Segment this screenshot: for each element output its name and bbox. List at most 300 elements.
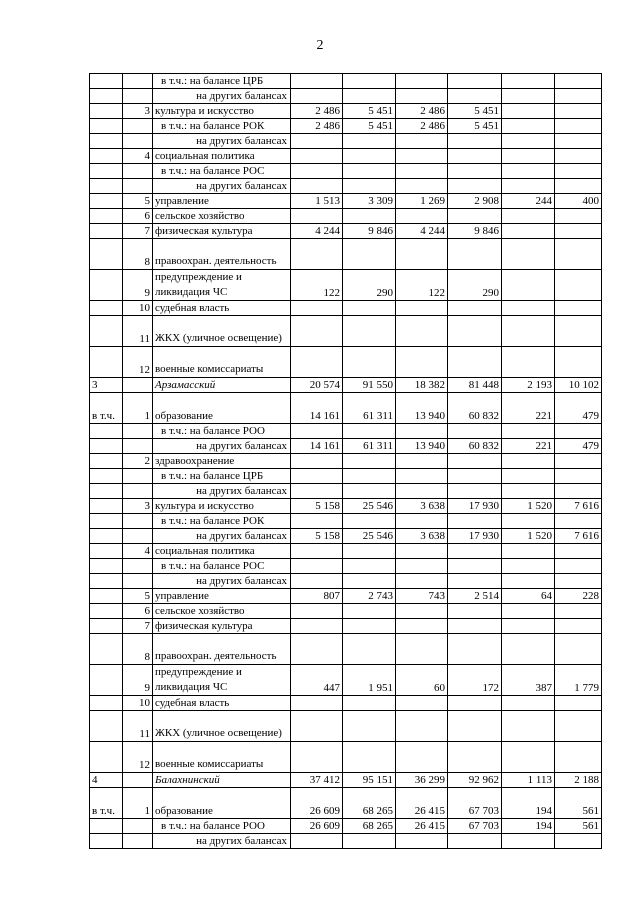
- table-row: [90, 164, 602, 179]
- value-cell: [343, 149, 396, 164]
- item-number-cell: [123, 164, 153, 179]
- value-cell: 10 102: [555, 378, 602, 393]
- region-number-cell: [90, 834, 123, 849]
- value-cell: [396, 89, 448, 104]
- value-cell: 92 962: [448, 773, 502, 788]
- item-number-cell: 8: [123, 634, 153, 665]
- table-row: [90, 270, 602, 301]
- value-cell: 17 930: [448, 499, 502, 514]
- value-cell: [396, 574, 448, 589]
- value-cell: [396, 604, 448, 619]
- value-cell: [396, 742, 448, 773]
- table-row: [90, 773, 602, 788]
- value-cell: [448, 484, 502, 499]
- value-cell: 95 151: [343, 773, 396, 788]
- table-row: [90, 589, 602, 604]
- item-number-cell: 10: [123, 301, 153, 316]
- value-cell: 743: [396, 589, 448, 604]
- region-number-cell: [90, 634, 123, 665]
- region-number-cell: [90, 164, 123, 179]
- value-cell: [555, 224, 602, 239]
- value-cell: 9 846: [343, 224, 396, 239]
- value-cell: [291, 544, 343, 559]
- item-number-cell: [123, 773, 153, 788]
- region-number-cell: [90, 301, 123, 316]
- value-cell: [502, 424, 555, 439]
- value-cell: [502, 742, 555, 773]
- value-cell: [396, 696, 448, 711]
- region-number-cell: [90, 424, 123, 439]
- value-cell: 18 382: [396, 378, 448, 393]
- value-cell: [343, 347, 396, 378]
- value-cell: [291, 454, 343, 469]
- value-cell: [555, 239, 602, 270]
- value-cell: [396, 347, 448, 378]
- region-number-cell: [90, 454, 123, 469]
- item-name-cell: образование: [153, 393, 291, 424]
- table-row: [90, 711, 602, 742]
- value-cell: [343, 134, 396, 149]
- value-cell: [291, 742, 343, 773]
- value-cell: 122: [396, 270, 448, 301]
- region-number-cell: [90, 696, 123, 711]
- value-cell: [555, 316, 602, 347]
- item-name-cell: в т.ч.: на балансе РОС: [153, 559, 291, 574]
- item-name-cell: на других балансах: [153, 529, 291, 544]
- value-cell: [502, 484, 555, 499]
- table-row: [90, 544, 602, 559]
- value-cell: [502, 544, 555, 559]
- table-row: [90, 469, 602, 484]
- item-number-cell: 1: [123, 788, 153, 819]
- value-cell: 479: [555, 439, 602, 454]
- value-cell: 7 616: [555, 529, 602, 544]
- value-cell: 5 451: [448, 119, 502, 134]
- item-name-cell: культура и искусство: [153, 499, 291, 514]
- region-number-cell: [90, 619, 123, 634]
- value-cell: [343, 301, 396, 316]
- value-cell: [396, 239, 448, 270]
- item-name-cell: предупреждение и ликвидация ЧС: [153, 665, 291, 696]
- value-cell: 14 161: [291, 393, 343, 424]
- value-cell: [502, 89, 555, 104]
- item-number-cell: 4: [123, 149, 153, 164]
- value-cell: [396, 424, 448, 439]
- value-cell: [448, 454, 502, 469]
- value-cell: 2 188: [555, 773, 602, 788]
- value-cell: [343, 209, 396, 224]
- value-cell: [502, 104, 555, 119]
- value-cell: [555, 604, 602, 619]
- table-row: [90, 347, 602, 378]
- value-cell: [343, 834, 396, 849]
- value-cell: [291, 239, 343, 270]
- item-number-cell: [123, 559, 153, 574]
- item-number-cell: [123, 89, 153, 104]
- table-row: [90, 604, 602, 619]
- item-name-cell: судебная власть: [153, 301, 291, 316]
- item-number-cell: 11: [123, 316, 153, 347]
- table-row: [90, 574, 602, 589]
- item-number-cell: 12: [123, 742, 153, 773]
- value-cell: [291, 424, 343, 439]
- value-cell: 26 609: [291, 788, 343, 819]
- value-cell: [343, 634, 396, 665]
- item-number-cell: [123, 439, 153, 454]
- value-cell: [291, 514, 343, 529]
- value-cell: [448, 696, 502, 711]
- value-cell: [448, 742, 502, 773]
- region-number-cell: в т.ч.: [90, 393, 123, 424]
- value-cell: [555, 574, 602, 589]
- item-number-cell: 9: [123, 270, 153, 301]
- region-number-cell: [90, 104, 123, 119]
- value-cell: [555, 559, 602, 574]
- value-cell: 4 244: [396, 224, 448, 239]
- value-cell: [291, 89, 343, 104]
- region-number-cell: [90, 149, 123, 164]
- item-name-cell: здравоохранение: [153, 454, 291, 469]
- value-cell: [555, 634, 602, 665]
- table-row: [90, 484, 602, 499]
- value-cell: [502, 239, 555, 270]
- item-number-cell: 10: [123, 696, 153, 711]
- value-cell: [396, 149, 448, 164]
- value-cell: [555, 454, 602, 469]
- value-cell: [555, 209, 602, 224]
- value-cell: [291, 834, 343, 849]
- region-number-cell: [90, 514, 123, 529]
- value-cell: [291, 469, 343, 484]
- value-cell: [502, 347, 555, 378]
- table-row: [90, 439, 602, 454]
- value-cell: [396, 301, 448, 316]
- value-cell: 20 574: [291, 378, 343, 393]
- table-row: [90, 209, 602, 224]
- value-cell: [448, 619, 502, 634]
- item-name-cell: сельское хозяйство: [153, 209, 291, 224]
- region-number-cell: [90, 499, 123, 514]
- item-name-cell: культура и искусство: [153, 104, 291, 119]
- region-number-cell: [90, 819, 123, 834]
- value-cell: [343, 239, 396, 270]
- value-cell: [396, 559, 448, 574]
- value-cell: [343, 424, 396, 439]
- table-row: [90, 454, 602, 469]
- value-cell: 561: [555, 788, 602, 819]
- value-cell: [555, 301, 602, 316]
- value-cell: [448, 544, 502, 559]
- value-cell: [448, 347, 502, 378]
- value-cell: [291, 559, 343, 574]
- value-cell: 2 193: [502, 378, 555, 393]
- region-number-cell: [90, 119, 123, 134]
- value-cell: 60 832: [448, 393, 502, 424]
- value-cell: 5 451: [343, 119, 396, 134]
- item-number-cell: [123, 424, 153, 439]
- value-cell: [555, 179, 602, 194]
- value-cell: [291, 696, 343, 711]
- region-number-cell: [90, 665, 123, 696]
- value-cell: [448, 301, 502, 316]
- table-row: [90, 224, 602, 239]
- value-cell: 228: [555, 589, 602, 604]
- value-cell: 64: [502, 589, 555, 604]
- value-cell: [555, 149, 602, 164]
- value-cell: [448, 134, 502, 149]
- table-row: [90, 499, 602, 514]
- item-number-cell: 1: [123, 393, 153, 424]
- item-name-cell: правоохран. деятельность: [153, 239, 291, 270]
- table-row: [90, 742, 602, 773]
- item-name-cell: физическая культура: [153, 619, 291, 634]
- value-cell: [555, 619, 602, 634]
- value-cell: [448, 559, 502, 574]
- item-number-cell: 11: [123, 711, 153, 742]
- table-row: [90, 424, 602, 439]
- item-name-cell: ЖКХ (уличное освещение): [153, 711, 291, 742]
- value-cell: [396, 619, 448, 634]
- value-cell: [555, 484, 602, 499]
- value-cell: [448, 89, 502, 104]
- item-number-cell: [123, 378, 153, 393]
- value-cell: 1 513: [291, 194, 343, 209]
- item-name-cell: в т.ч.: на балансе РОО: [153, 819, 291, 834]
- table-row: [90, 696, 602, 711]
- value-cell: [343, 164, 396, 179]
- region-number-cell: [90, 589, 123, 604]
- value-cell: [396, 74, 448, 89]
- value-cell: 68 265: [343, 788, 396, 819]
- item-name-cell: Арзамасский: [153, 378, 291, 393]
- value-cell: 122: [291, 270, 343, 301]
- item-number-cell: [123, 529, 153, 544]
- value-cell: 68 265: [343, 819, 396, 834]
- value-cell: 61 311: [343, 439, 396, 454]
- region-number-cell: [90, 529, 123, 544]
- value-cell: [555, 347, 602, 378]
- region-number-cell: [90, 711, 123, 742]
- page-number: 2: [316, 38, 324, 53]
- table-row: [90, 619, 602, 634]
- value-cell: [448, 74, 502, 89]
- value-cell: 5 158: [291, 529, 343, 544]
- item-number-cell: [123, 74, 153, 89]
- value-cell: 194: [502, 819, 555, 834]
- value-cell: 25 546: [343, 529, 396, 544]
- item-number-cell: [123, 134, 153, 149]
- value-cell: [502, 301, 555, 316]
- region-number-cell: [90, 74, 123, 89]
- region-number-cell: [90, 209, 123, 224]
- value-cell: 479: [555, 393, 602, 424]
- item-number-cell: 12: [123, 347, 153, 378]
- value-cell: [291, 74, 343, 89]
- value-cell: 447: [291, 665, 343, 696]
- value-cell: [291, 347, 343, 378]
- value-cell: 2 743: [343, 589, 396, 604]
- value-cell: [448, 604, 502, 619]
- item-number-cell: 5: [123, 194, 153, 209]
- value-cell: [555, 424, 602, 439]
- value-cell: 25 546: [343, 499, 396, 514]
- value-cell: [448, 634, 502, 665]
- value-cell: 81 448: [448, 378, 502, 393]
- value-cell: 67 703: [448, 788, 502, 819]
- item-name-cell: судебная власть: [153, 696, 291, 711]
- value-cell: 194: [502, 788, 555, 819]
- value-cell: 221: [502, 439, 555, 454]
- value-cell: [396, 454, 448, 469]
- value-cell: [291, 574, 343, 589]
- value-cell: [343, 544, 396, 559]
- value-cell: [396, 469, 448, 484]
- value-cell: [343, 469, 396, 484]
- value-cell: 2 486: [291, 104, 343, 119]
- value-cell: 4 244: [291, 224, 343, 239]
- region-number-cell: 4: [90, 773, 123, 788]
- value-cell: 26 415: [396, 788, 448, 819]
- value-cell: [396, 164, 448, 179]
- value-cell: [396, 209, 448, 224]
- value-cell: 91 550: [343, 378, 396, 393]
- item-name-cell: на других балансах: [153, 134, 291, 149]
- value-cell: [343, 74, 396, 89]
- value-cell: [448, 469, 502, 484]
- item-number-cell: 3: [123, 104, 153, 119]
- value-cell: 13 940: [396, 439, 448, 454]
- value-cell: [396, 316, 448, 347]
- value-cell: 14 161: [291, 439, 343, 454]
- value-cell: [502, 634, 555, 665]
- value-cell: 387: [502, 665, 555, 696]
- region-number-cell: [90, 224, 123, 239]
- item-name-cell: социальная политика: [153, 149, 291, 164]
- item-name-cell: военные комиссариаты: [153, 742, 291, 773]
- value-cell: 244: [502, 194, 555, 209]
- value-cell: [555, 164, 602, 179]
- value-cell: [343, 316, 396, 347]
- item-name-cell: ЖКХ (уличное освещение): [153, 316, 291, 347]
- value-cell: [555, 696, 602, 711]
- value-cell: 26 415: [396, 819, 448, 834]
- table-row: [90, 194, 602, 209]
- value-cell: [291, 301, 343, 316]
- table-row: [90, 634, 602, 665]
- value-cell: [555, 119, 602, 134]
- value-cell: 36 299: [396, 773, 448, 788]
- value-cell: 61 311: [343, 393, 396, 424]
- table-row: [90, 149, 602, 164]
- item-name-cell: военные комиссариаты: [153, 347, 291, 378]
- value-cell: [502, 224, 555, 239]
- item-name-cell: физическая культура: [153, 224, 291, 239]
- value-cell: 561: [555, 819, 602, 834]
- value-cell: [291, 604, 343, 619]
- value-cell: [555, 469, 602, 484]
- item-number-cell: [123, 469, 153, 484]
- item-number-cell: 7: [123, 224, 153, 239]
- value-cell: 5 451: [343, 104, 396, 119]
- region-number-cell: [90, 347, 123, 378]
- value-cell: 1 951: [343, 665, 396, 696]
- item-name-cell: в т.ч.: на балансе ЦРБ: [153, 469, 291, 484]
- table-row: [90, 74, 602, 89]
- value-cell: 67 703: [448, 819, 502, 834]
- item-number-cell: [123, 179, 153, 194]
- value-cell: [448, 149, 502, 164]
- region-number-cell: [90, 179, 123, 194]
- item-number-cell: 3: [123, 499, 153, 514]
- value-cell: [396, 544, 448, 559]
- value-cell: [448, 179, 502, 194]
- value-cell: 37 412: [291, 773, 343, 788]
- value-cell: 172: [448, 665, 502, 696]
- value-cell: [448, 316, 502, 347]
- item-name-cell: в т.ч.: на балансе РОО: [153, 424, 291, 439]
- value-cell: [555, 89, 602, 104]
- item-number-cell: [123, 119, 153, 134]
- region-number-cell: [90, 270, 123, 301]
- item-name-cell: в т.ч.: на балансе РОС: [153, 164, 291, 179]
- value-cell: 290: [448, 270, 502, 301]
- region-number-cell: [90, 134, 123, 149]
- value-cell: [502, 270, 555, 301]
- value-cell: 290: [343, 270, 396, 301]
- value-cell: [343, 484, 396, 499]
- item-number-cell: [123, 514, 153, 529]
- region-number-cell: [90, 559, 123, 574]
- item-number-cell: [123, 484, 153, 499]
- item-number-cell: 6: [123, 604, 153, 619]
- value-cell: [448, 164, 502, 179]
- region-number-cell: [90, 484, 123, 499]
- item-name-cell: управление: [153, 589, 291, 604]
- item-name-cell: на других балансах: [153, 89, 291, 104]
- value-cell: [502, 74, 555, 89]
- value-cell: [502, 179, 555, 194]
- value-cell: 26 609: [291, 819, 343, 834]
- budget-table: [89, 73, 602, 849]
- value-cell: 1 113: [502, 773, 555, 788]
- value-cell: [448, 574, 502, 589]
- value-cell: [291, 179, 343, 194]
- region-number-cell: 3: [90, 378, 123, 393]
- item-number-cell: 9: [123, 665, 153, 696]
- value-cell: [502, 134, 555, 149]
- value-cell: [555, 514, 602, 529]
- value-cell: [555, 544, 602, 559]
- region-number-cell: [90, 316, 123, 347]
- table-row: [90, 559, 602, 574]
- region-number-cell: [90, 194, 123, 209]
- value-cell: [502, 619, 555, 634]
- item-name-cell: на других балансах: [153, 834, 291, 849]
- value-cell: 13 940: [396, 393, 448, 424]
- value-cell: [396, 514, 448, 529]
- value-cell: [448, 209, 502, 224]
- value-cell: [502, 164, 555, 179]
- item-name-cell: в т.ч.: на балансе РОК: [153, 119, 291, 134]
- value-cell: [343, 179, 396, 194]
- value-cell: [555, 711, 602, 742]
- item-number-cell: 4: [123, 544, 153, 559]
- table-row: [90, 134, 602, 149]
- value-cell: 2 514: [448, 589, 502, 604]
- value-cell: [291, 634, 343, 665]
- table-row: [90, 529, 602, 544]
- value-cell: [448, 514, 502, 529]
